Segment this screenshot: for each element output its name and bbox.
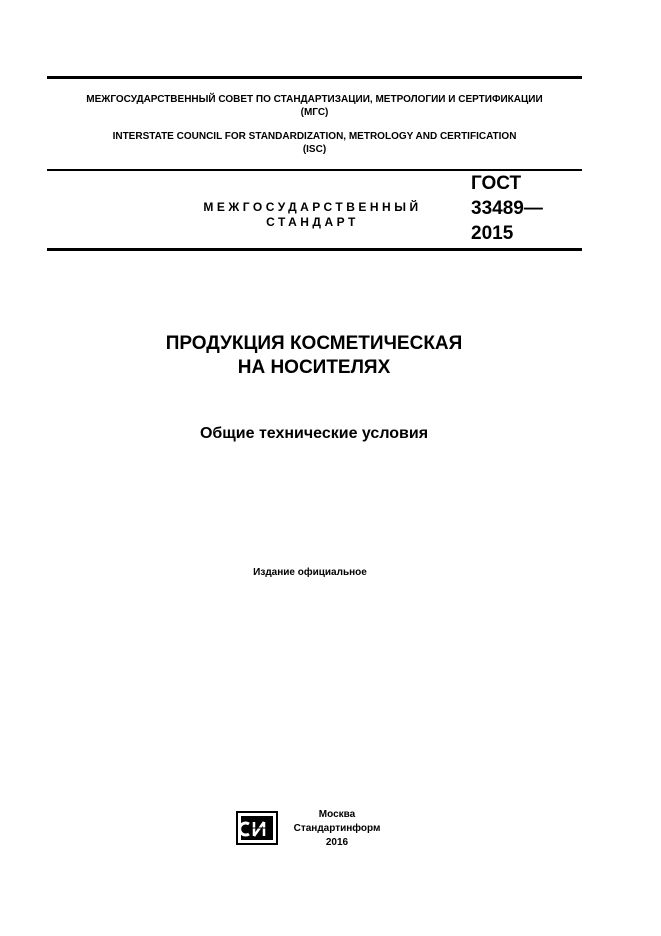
edition-note: Издание официальное (253, 567, 367, 578)
council-ru-line1: МЕЖГОСУДАРСТВЕННЫЙ СОВЕТ ПО СТАНДАРТИЗАЦИИ, МЕТРОЛОГИИ И СЕРТИФИКАЦИИ (86, 94, 543, 105)
publisher-year: 2016 (325, 837, 349, 848)
council-ru (47, 93, 582, 119)
gost-number: 33489— (471, 198, 543, 219)
publisher-city: Москва (318, 809, 356, 820)
bottom-rule (47, 248, 582, 251)
council-en-line1: INTERSTATE COUNCIL FOR STANDARDIZATION, METROLOGY AND CERTIFICATION (112, 131, 517, 142)
publisher-name: Стандартинформ (293, 823, 381, 834)
top-rule (47, 76, 582, 79)
standartinform-logo-icon (233, 808, 281, 848)
standard-kind-line2: СТАНДАРТ (266, 215, 359, 229)
council-ru-line2: (МГС) (300, 107, 329, 118)
gost-designation (471, 171, 581, 246)
document-title (0, 332, 628, 380)
standard-kind (195, 200, 430, 230)
council-en (47, 130, 582, 156)
document-subtitle: Общие технические условия (199, 425, 429, 442)
gost-label: ГОСТ (471, 173, 522, 194)
title-line1: ПРОДУКЦИЯ КОСМЕТИЧЕСКАЯ (165, 333, 463, 354)
publisher-block (282, 808, 392, 850)
title-line2: НА НОСИТЕЛЯХ (237, 357, 391, 378)
gost-year: 2015 (471, 223, 514, 244)
council-en-line2: (ISC) (302, 144, 327, 155)
standard-kind-line1: МЕЖГОСУДАРСТВЕННЫЙ (203, 200, 422, 214)
